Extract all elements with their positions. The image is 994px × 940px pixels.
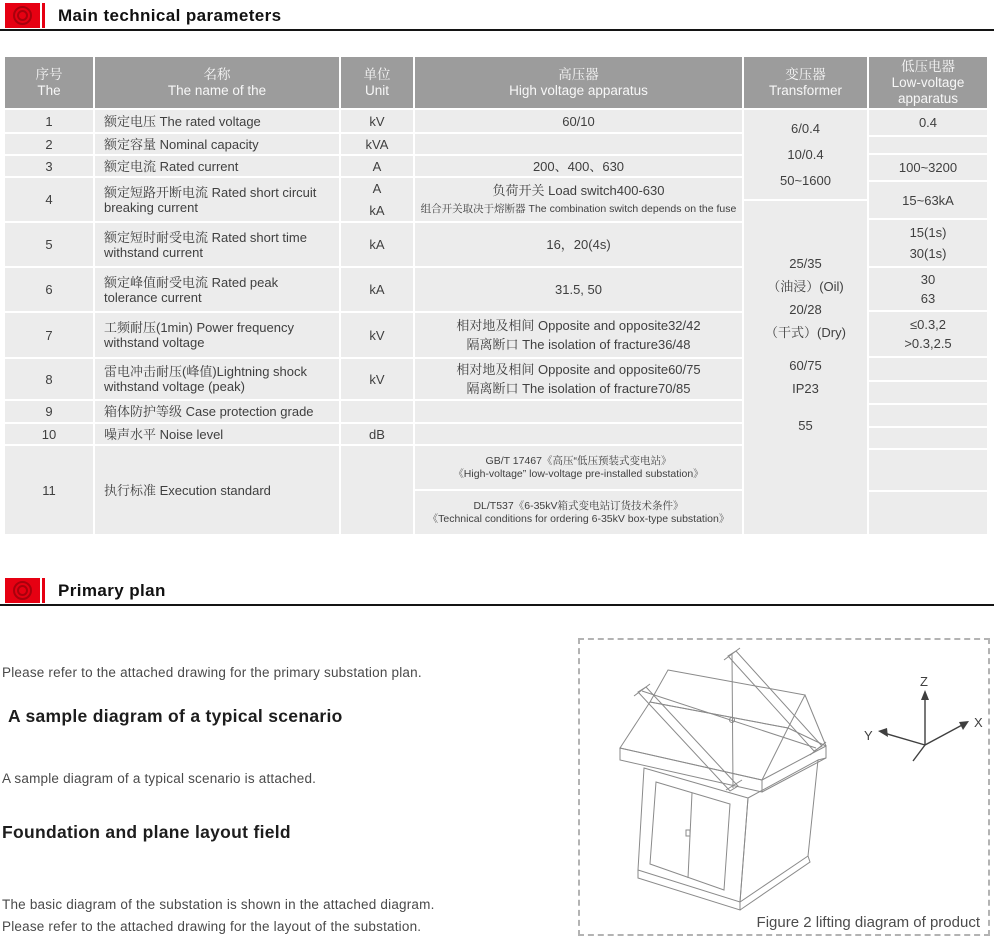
- cell-unit-4b: kA: [369, 202, 385, 218]
- cell-lv-12: [869, 450, 989, 492]
- red-sliver-2: [42, 578, 45, 603]
- cell-name-3: 额定电流 Rated current: [95, 156, 341, 178]
- cell-name-11: 执行标准 Execution standard: [95, 446, 341, 536]
- cell-lv-6b: 63: [920, 291, 936, 306]
- header-transformer-en: Transformer: [768, 82, 842, 98]
- header-unit-zh: 单位: [363, 66, 391, 82]
- header-high-voltage: [415, 57, 744, 110]
- cell-lv-6: [869, 268, 989, 312]
- cell-unit-9: [341, 401, 415, 424]
- cell-lv-7b: >0.3,2.5: [904, 336, 952, 352]
- target-ring-inner-2: [17, 585, 28, 596]
- cell-unit-3: A: [341, 156, 415, 178]
- transformer-oil-label: （油浸）(Oil): [767, 279, 844, 294]
- cell-name-2: 额定容量 Nominal capacity: [95, 134, 341, 156]
- cell-no-4: 4: [5, 178, 95, 223]
- cell-hv-11b: [415, 491, 744, 536]
- cell-unit-1: kV: [341, 110, 415, 134]
- cell-no-1: 1: [5, 110, 95, 134]
- header-hv-en: High voltage apparatus: [509, 82, 648, 98]
- transformer-noise-level: 55: [798, 418, 813, 433]
- main-parameters-section-header: [0, 0, 994, 31]
- cell-hv-4a: 负荷开关 Load switch400-630: [492, 183, 665, 198]
- figure-caption: Figure 2 lifting diagram of product: [756, 914, 980, 931]
- cell-no-5: 5: [5, 223, 95, 268]
- cell-name-5: 额定短时耐受电流 Rated short time withstand current: [95, 223, 341, 268]
- axis-y-label: Y: [864, 728, 873, 743]
- standard1-en: 《High-voltage” low-voltage pre-installed substation》: [453, 467, 704, 480]
- header-number-en: The: [37, 82, 61, 98]
- cell-unit-6: kA: [341, 268, 415, 313]
- cell-hv-7: [415, 313, 744, 359]
- cell-lv-6a: 30: [920, 272, 936, 287]
- header-unit: [341, 57, 415, 110]
- foundation-heading: Foundation and plane layout field: [2, 822, 291, 842]
- header-name-en: The name of the: [167, 82, 267, 98]
- cell-no-10: 10: [5, 424, 95, 446]
- header-hv-zh: 高压器: [558, 66, 599, 82]
- cell-name-4: 额定短路开断电流 Rated short circuit breaking current: [95, 178, 341, 223]
- header-name-zh: 名称: [203, 66, 231, 82]
- transformer-withstand-oil: 25/35: [789, 256, 822, 271]
- cell-unit-11: [341, 446, 415, 536]
- cell-name-8: 雷电冲击耐压(峰值)Lightning shock withstand voltage (peak): [95, 359, 341, 401]
- column-number: [5, 57, 95, 536]
- primary-plan-section-header: [0, 575, 994, 606]
- cell-unit-5: kA: [341, 223, 415, 268]
- header-transformer: [744, 57, 869, 110]
- header-lv-en2: apparatus: [897, 90, 959, 106]
- cell-unit-8: kV: [341, 359, 415, 401]
- transformer-dry-label: （干式）(Dry): [765, 325, 846, 340]
- cell-unit-7: kV: [341, 313, 415, 359]
- cell-hv-8: [415, 359, 744, 401]
- cabinet-drawing: [620, 648, 826, 910]
- column-transformer: [744, 57, 869, 536]
- cell-no-11: 11: [5, 446, 95, 536]
- cell-hv-2: [415, 134, 744, 156]
- axis-x-label: X: [974, 715, 983, 730]
- standard2-en: 《Technical conditions for ordering 6-35kV box-type substation》: [427, 512, 730, 525]
- cell-name-9: 箱体防护等级 Case protection grade: [95, 401, 341, 424]
- cell-lv-8: [869, 358, 989, 382]
- header-lv-en1: Low-voltage: [891, 74, 965, 90]
- cell-transformer-bottom: [744, 201, 869, 536]
- cell-lv-2: [869, 137, 989, 155]
- transformer-withstand-dry: 20/28: [789, 302, 822, 317]
- cell-hv-1: 60/10: [415, 110, 744, 134]
- cell-lv-5b: 30(1s): [909, 245, 947, 261]
- primary-plan-paragraph: Please refer to the attached drawing for the primary substation plan.: [2, 665, 422, 680]
- cell-hv-9: [415, 401, 744, 424]
- cell-hv-10: [415, 424, 744, 446]
- header-lv-zh: 低压电器: [901, 58, 955, 74]
- section-title-primary: Primary plan: [58, 581, 166, 600]
- standard2-zh: DL/T537《6-35kV箱式变电站订货技术条件》: [473, 499, 684, 512]
- target-ring-inner: [17, 10, 28, 21]
- figure-2-box: [578, 638, 990, 936]
- cell-lv-1: 0.4: [869, 110, 989, 137]
- sample-diagram-heading: A sample diagram of a typical scenario: [8, 706, 343, 726]
- header-number: [5, 57, 95, 110]
- cell-hv-4: [415, 178, 744, 223]
- cell-hv-8b: 隔离断口 The isolation of fracture70/85: [466, 381, 691, 396]
- cell-name-6: 额定峰值耐受电流 Rated peak tolerance current: [95, 268, 341, 313]
- transformer-ratio-1: 6/0.4: [791, 121, 820, 136]
- axis-z-label: Z: [920, 674, 928, 689]
- cell-transformer-top: [744, 110, 869, 201]
- cell-hv-5: 16，20(4s): [415, 223, 744, 268]
- target-ring-outer-2: [13, 581, 32, 600]
- column-unit: [341, 57, 415, 536]
- cell-hv-3: 200、400、630: [415, 156, 744, 178]
- header-transformer-zh: 变压器: [785, 66, 826, 82]
- red-target-icon: [5, 3, 40, 28]
- header-unit-en: Unit: [364, 82, 389, 98]
- cell-lv-3: 100~3200: [869, 155, 989, 182]
- cell-lv-7: [869, 312, 989, 358]
- red-target-icon-2: [5, 578, 40, 603]
- red-sliver: [42, 3, 45, 28]
- standard1-zh: GB/T 17467《高压“低压预装式变电站》: [485, 454, 672, 467]
- transformer-capacity-range: 50~1600: [780, 173, 831, 188]
- cell-no-6: 6: [5, 268, 95, 313]
- parameters-table: [5, 57, 989, 536]
- cell-name-1: 额定电压 The rated voltage: [95, 110, 341, 134]
- cell-unit-10: dB: [341, 424, 415, 446]
- column-name: [95, 57, 341, 536]
- cell-no-3: 3: [5, 156, 95, 178]
- foundation-paragraph-1: The basic diagram of the substation is shown in the attached diagram.: [2, 897, 435, 912]
- cell-hv-7a: 相对地及相间 Opposite and opposite32/42: [456, 318, 701, 333]
- header-number-zh: 序号: [35, 66, 63, 82]
- cell-no-2: 2: [5, 134, 95, 156]
- section-bullet-icon-2: [5, 578, 45, 603]
- column-high-voltage: [415, 57, 744, 536]
- cell-no-7: 7: [5, 313, 95, 359]
- header-name: [95, 57, 341, 110]
- cell-lv-4: 15~63kA: [869, 182, 989, 220]
- cell-lv-13: [869, 492, 989, 536]
- cell-unit-4: [341, 178, 415, 223]
- target-ring-outer: [13, 6, 32, 25]
- axes-icon: [864, 674, 983, 761]
- cell-lv-9: [869, 382, 989, 405]
- section-bullet-icon: [5, 3, 45, 28]
- cell-hv-11a: [415, 446, 744, 491]
- cell-no-8: 8: [5, 359, 95, 401]
- cell-lv-5a: 15(1s): [909, 225, 947, 241]
- foundation-paragraph-2: Please refer to the attached drawing for the layout of the substation.: [2, 919, 422, 934]
- cell-lv-10: [869, 405, 989, 428]
- cell-unit-2: kVA: [341, 134, 415, 156]
- header-low-voltage: [869, 57, 989, 110]
- cell-lv-5: [869, 220, 989, 268]
- cell-hv-4b: 组合开关取决于熔断器 The combination switch depends on the fuse: [420, 203, 737, 215]
- transformer-protection-grade: IP23: [792, 381, 819, 396]
- cell-name-10: 噪声水平 Noise level: [95, 424, 341, 446]
- cell-no-9: 9: [5, 401, 95, 424]
- transformer-ratio-2: 10/0.4: [787, 147, 824, 162]
- cell-hv-6: 31.5, 50: [415, 268, 744, 313]
- cell-lv-7a: ≤0.3,2: [909, 316, 947, 332]
- cell-hv-7b: 隔离断口 The isolation of fracture36/48: [466, 337, 691, 352]
- cell-unit-4a: A: [372, 181, 382, 197]
- sample-diagram-paragraph: A sample diagram of a typical scenario is attached.: [2, 771, 317, 786]
- transformer-lightning: 60/75: [789, 358, 822, 373]
- column-low-voltage: [869, 57, 989, 536]
- cell-lv-11: [869, 428, 989, 450]
- section-title-main: Main technical parameters: [58, 6, 282, 25]
- lifting-diagram: [580, 640, 988, 934]
- cell-hv-8a: 相对地及相间 Opposite and opposite60/75: [456, 362, 701, 377]
- cell-name-7: 工频耐压(1min) Power frequency withstand voltage: [95, 313, 341, 359]
